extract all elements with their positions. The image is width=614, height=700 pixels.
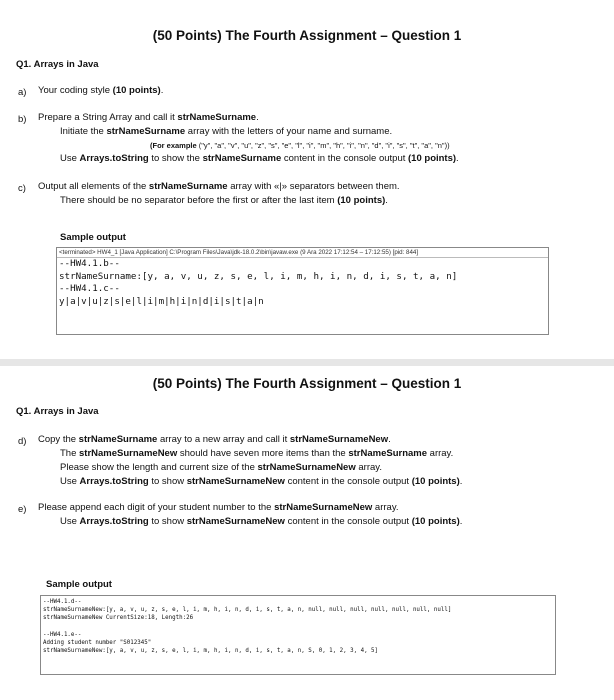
text-bold: strNameSurname <box>148 181 228 192</box>
text: array. <box>355 462 382 473</box>
console-line: strNameSurnameNew:[y, a, v, u, z, s, e, l, i, m, h, i, n, d, i, s, t, a, n, null, null, null, null, null, null, null] <box>43 607 452 614</box>
item-b-example <box>150 139 450 153</box>
item-a-label: Your coding style <box>38 85 113 96</box>
text: Initiate the <box>60 126 107 137</box>
console-line <box>41 623 555 631</box>
text-bold: strNameSurnameNew <box>289 434 389 445</box>
console-line: y|a|v|u|z|s|e|l|i|m|h|i|n|d|i|s|t|a|n <box>59 295 264 307</box>
console-line: Adding student number "S012345" <box>43 639 152 646</box>
text-bold: strNameSurname <box>78 434 158 445</box>
console-output <box>40 595 556 675</box>
item-c-line1 <box>38 180 400 194</box>
sample-output-label: Sample output <box>60 232 126 243</box>
text: Use <box>60 516 80 527</box>
text-bold: strNameSurname <box>348 448 428 459</box>
item-e-letter: e) <box>18 504 27 515</box>
text-bold: strNameSurnameNew <box>186 476 285 487</box>
item-c-line2 <box>60 194 388 208</box>
text: . <box>459 476 463 487</box>
console-line: --HW4.1.e-- <box>43 631 82 638</box>
text: array with the letters of your name and surname. <box>185 126 393 137</box>
text-bold: Arrays.toString <box>79 153 149 164</box>
item-a-end: . <box>160 85 164 96</box>
console-line: strNameSurnameNew CurrentSize:18, Length:26 <box>43 615 194 622</box>
console-line: --HW4.1.c-- <box>59 283 120 294</box>
text: to show <box>148 516 187 527</box>
text: content in the console output <box>284 476 412 487</box>
text-bold: strNameSurnameNew <box>274 502 373 513</box>
text: content in the console output <box>281 153 409 164</box>
text: array with «|» separators between them. <box>227 181 400 192</box>
text: array to a new array and call it <box>157 434 290 445</box>
item-d-line1 <box>38 433 391 447</box>
text-bold: Arrays.toString <box>79 476 149 487</box>
text: array. <box>427 448 454 459</box>
text-bold: (For example <box>150 141 197 150</box>
console-line: strNameSurname:[y, a, v, u, z, s, e, l, i, m, h, i, n, d, i, s, t, a, n] <box>59 270 458 282</box>
item-b-letter: b) <box>18 114 27 125</box>
page-title: (50 Points) The Fourth Assignment – Question 1 <box>152 376 462 391</box>
text: to show the <box>148 153 203 164</box>
item-a-text <box>38 84 163 98</box>
text-bold: Arrays.toString <box>79 516 149 527</box>
question-heading: Q1. Arrays in Java <box>16 59 99 70</box>
text: Prepare a String Array and call it <box>38 112 178 123</box>
text: . <box>456 153 459 164</box>
text: . <box>385 195 388 206</box>
text: Please append each digit of your student number to the <box>38 502 275 513</box>
text: . <box>388 434 391 445</box>
item-e-line2 <box>60 515 462 529</box>
console-output <box>56 247 549 335</box>
text: There should be no separator before the first or after the last item <box>60 195 338 206</box>
text: The <box>60 448 80 459</box>
text-bold: strNameSurname <box>177 112 257 123</box>
text: Use <box>60 476 80 487</box>
text: should have seven more items than the <box>177 448 349 459</box>
console-line: --HW4.1.b-- <box>59 258 120 269</box>
text: Please show the length and current size of the <box>60 462 258 473</box>
text: . <box>459 516 463 527</box>
item-b-line4 <box>60 152 459 166</box>
sample-output-label: Sample output <box>46 579 112 590</box>
console-line: strNameSurnameNew:[y, a, v, u, z, s, e, l, i, m, h, i, n, d, i, s, t, a, n, S, 0, 1, 2, 3, 4, 5] <box>43 648 379 655</box>
assignment-page-2 <box>0 366 614 700</box>
item-b-line1 <box>38 111 259 125</box>
item-a-letter: a) <box>18 87 27 98</box>
console-terminated-bar: <terminated> HW4_1 [Java Application] C:\Program Files\Java\jdk-18.0.2\bin\javaw.exe (9 Ara 2022 17:12:54 – 17:12:55) [pid: 844] <box>57 248 548 258</box>
item-d-letter: d) <box>18 436 27 447</box>
question-heading: Q1. Arrays in Java <box>16 406 99 417</box>
text-bold: (10 points) <box>408 153 457 164</box>
text-bold: strNameSurname <box>106 126 186 137</box>
text: Output all elements of the <box>38 181 149 192</box>
text-bold: (10 points) <box>411 476 460 487</box>
item-d-line4 <box>60 475 462 489</box>
text: Use <box>60 153 80 164</box>
console-line: --HW4.1.d-- <box>43 599 82 605</box>
text: array. <box>372 502 399 513</box>
item-e-line1 <box>38 501 399 515</box>
item-b-line2 <box>60 125 392 139</box>
text: content in the console output <box>284 516 412 527</box>
page-title: (50 Points) The Fourth Assignment – Question 1 <box>152 28 462 43</box>
item-d-line2 <box>60 447 453 461</box>
item-a-points: (10 points) <box>112 85 161 96</box>
text-bold: strNameSurnameNew <box>186 516 285 527</box>
text-bold: (10 points) <box>337 195 386 206</box>
item-c-letter: c) <box>18 183 26 194</box>
text-bold: strNameSurnameNew <box>79 448 178 459</box>
text-bold: strNameSurnameNew <box>257 462 356 473</box>
text: . <box>256 112 259 123</box>
text: to show <box>148 476 187 487</box>
item-d-line3 <box>60 461 382 475</box>
text-bold: (10 points) <box>411 516 460 527</box>
text: Copy the <box>38 434 79 445</box>
text-bold: strNameSurname <box>202 153 282 164</box>
text: ("y", "a", "v", "u", "z", "s", "e", "l", "i", "m", "h", "i", "n", "d", "i", "s", "t", "a", "n")) <box>196 141 450 150</box>
